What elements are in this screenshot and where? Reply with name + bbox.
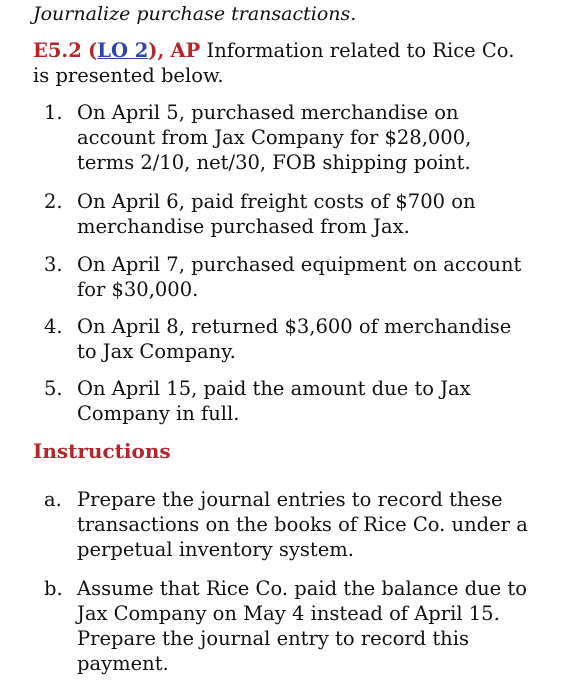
- instruction-letter: a.: [44, 488, 62, 511]
- transaction-text: On April 7, purchased equipment on account for $30,000.: [77, 253, 522, 301]
- instruction-item-a: [44, 487, 534, 562]
- exercise-number: E5.2: [33, 39, 82, 62]
- transaction-item-2: [44, 189, 534, 239]
- transaction-item-4: [44, 314, 534, 364]
- instructions-heading: Instructions: [33, 439, 171, 463]
- learning-objective-subtitle: Journalize purchase transactions.: [33, 3, 357, 25]
- transaction-item-5: [44, 376, 534, 426]
- transaction-item-3: [44, 252, 534, 302]
- exercise-intro: [33, 38, 533, 88]
- transaction-item-1: [44, 100, 534, 175]
- lo-close-paren: ),: [148, 39, 165, 62]
- instruction-text: Prepare the journal entries to record these transactions on the books of Rice Co. under a perpetual inventory system.: [77, 488, 528, 561]
- ap-tag: AP: [170, 39, 201, 62]
- transaction-number: 4.: [44, 315, 63, 338]
- lo-open-paren: (: [88, 39, 98, 62]
- transaction-number: 1.: [44, 101, 63, 124]
- exercise-intro-text: Information related to Rice Co. is presented below.: [33, 39, 515, 87]
- learning-objective-link[interactable]: LO 2: [97, 39, 149, 62]
- transaction-text: On April 5, purchased merchandise on account from Jax Company for $28,000, terms 2/10, net/30, FOB shipping point.: [77, 101, 472, 174]
- transaction-text: On April 6, paid freight costs of $700 on merchandise purchased from Jax.: [77, 190, 476, 238]
- transaction-number: 5.: [44, 377, 63, 400]
- learning-objective-ref: [88, 39, 164, 62]
- transaction-text: On April 15, paid the amount due to Jax Company in full.: [77, 377, 471, 425]
- transaction-number: 2.: [44, 190, 63, 213]
- instruction-letter: b.: [44, 577, 63, 600]
- instruction-text: Assume that Rice Co. paid the balance due to Jax Company on May 4 instead of April 15. Prepare the journal entry to record this payment.: [77, 577, 527, 675]
- transaction-number: 3.: [44, 253, 63, 276]
- transaction-text: On April 8, returned $3,600 of merchandise to Jax Company.: [77, 315, 512, 363]
- instruction-item-b: [44, 576, 534, 676]
